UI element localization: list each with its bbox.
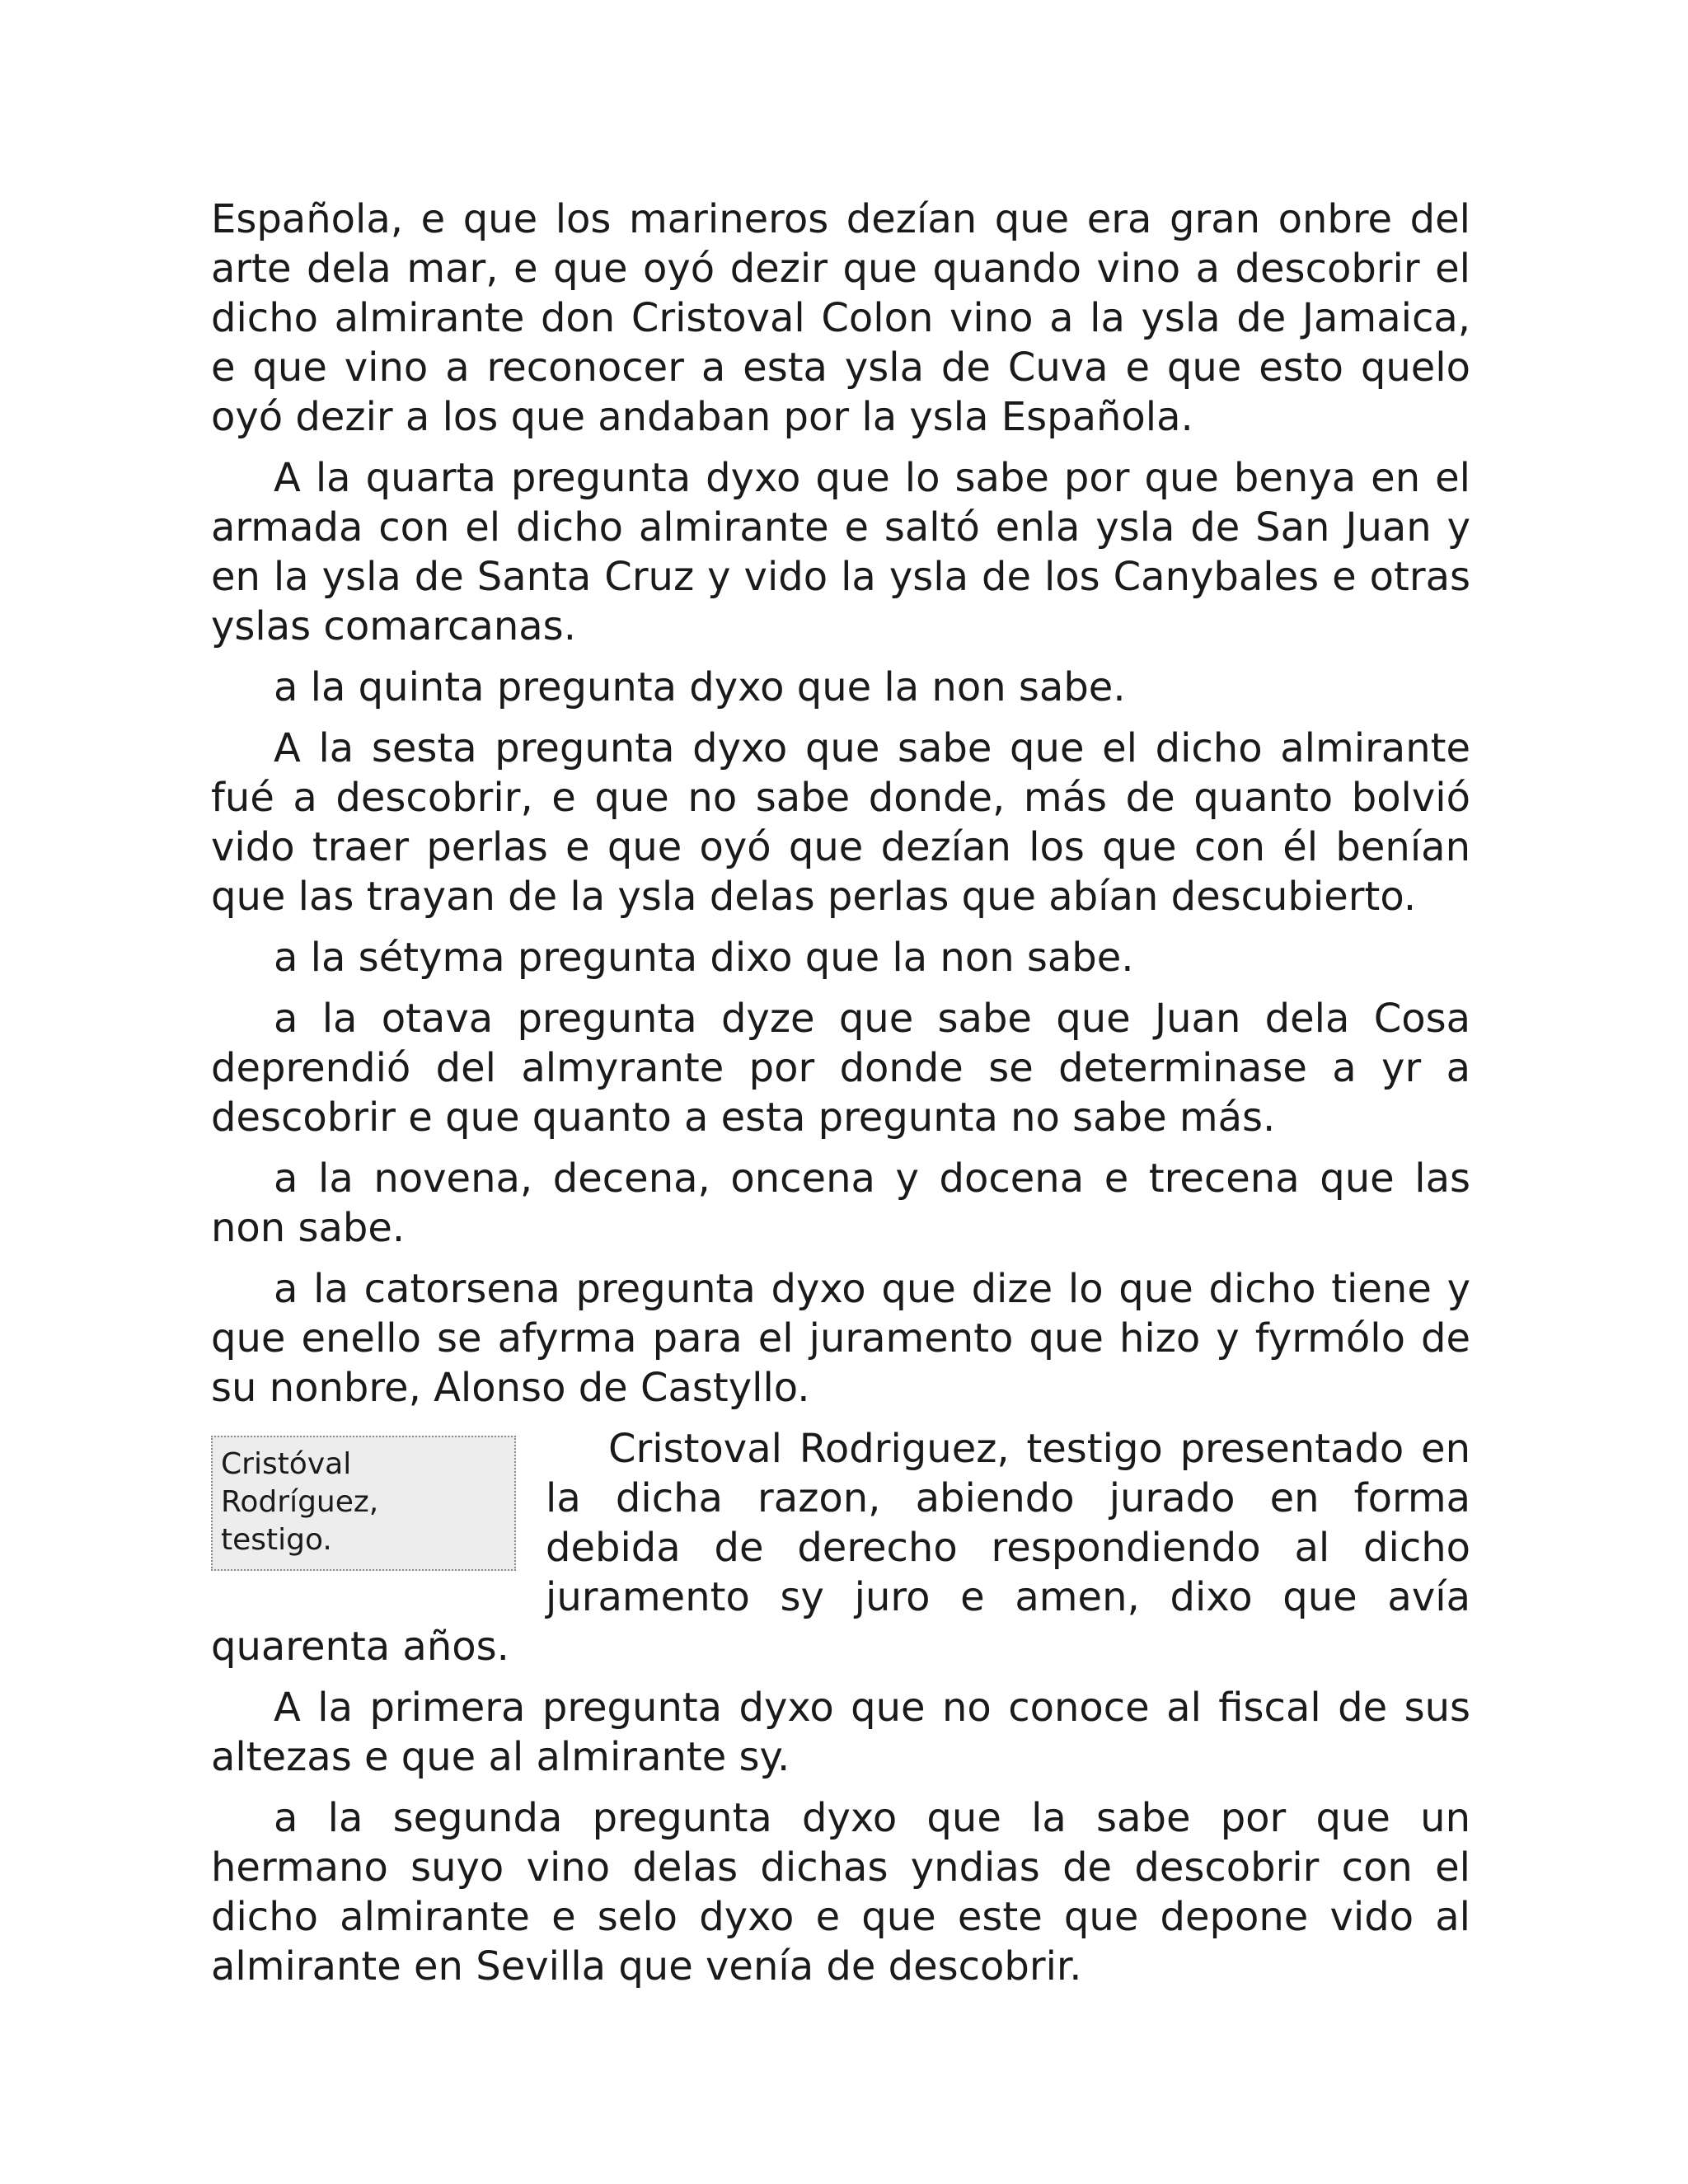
paragraph-7: a la novena, decena, oncena y docena e trecena que las non sabe. bbox=[211, 1155, 1470, 1251]
paragraph-9: Cristoval Rodriguez, testigo presentado en la dicha razon, abiendo jurado en forma debida de derecho respondiendo al dicho juramento sy juro e amen, dixo que avía quarenta años. bbox=[211, 1426, 1470, 1670]
margin-note-line-2: testigo. bbox=[221, 1523, 332, 1557]
margin-note-line-1: Cristóval Rodríguez, bbox=[221, 1447, 379, 1519]
paragraph-11: a la segunda pregunta dyxo que la sabe por que un hermano suyo vino delas dichas yndias de descobrir con el dicho almirante e selo dyxo e que este que depone vido al almirante en Sevilla que venía de descobrir. bbox=[211, 1795, 1470, 1990]
paragraph-8: a la catorsena pregunta dyxo que dize lo que dicho tiene y que enello se afyrma para el juramento que hizo y fyrmólo de su nonbre, Alonso de Castyllo. bbox=[211, 1266, 1470, 1411]
paragraph-1: Española, e que los marineros dezían que era gran onbre del arte dela mar, e que oyó dezir que quando vino a descobrir el dicho almirante don Cristoval Colon vino a la ysla de Jamaica, e que vino a reconocer a esta ysla de Cuva e que esto quelo oyó dezir a los que andaban por la ysla Española. bbox=[211, 196, 1470, 440]
paragraph-2: A la quarta pregunta dyxo que lo sabe por que benya en el armada con el dicho almirante e saltó enla ysla de San Juan y en la ysla de Santa Cruz y vido la ysla de los Canybales e otras yslas comarcanas. bbox=[211, 455, 1470, 649]
margin-note bbox=[211, 1436, 516, 1571]
paragraph-3: a la quinta pregunta dyxo que la non sabe. bbox=[274, 664, 1126, 710]
document-page bbox=[211, 194, 1470, 2003]
paragraph-4: A la sesta pregunta dyxo que sabe que el dicho almirante fué a descobrir, e que no sabe donde, más de quanto bolvió vido traer perlas e que oyó que dezían los que con él benían que las trayan de la ysla delas perlas que abían descubierto. bbox=[211, 725, 1470, 920]
paragraph-5: a la sétyma pregunta dixo que la non sabe. bbox=[274, 935, 1134, 981]
paragraph-6: a la otava pregunta dyze que sabe que Juan dela Cosa deprendió del almyrante por donde se determinase a yr a descobrir e que quanto a esta pregunta no sabe más. bbox=[211, 996, 1470, 1141]
paragraph-10: A la primera pregunta dyxo que no conoce al fiscal de sus altezas e que al almirante sy. bbox=[211, 1685, 1470, 1780]
